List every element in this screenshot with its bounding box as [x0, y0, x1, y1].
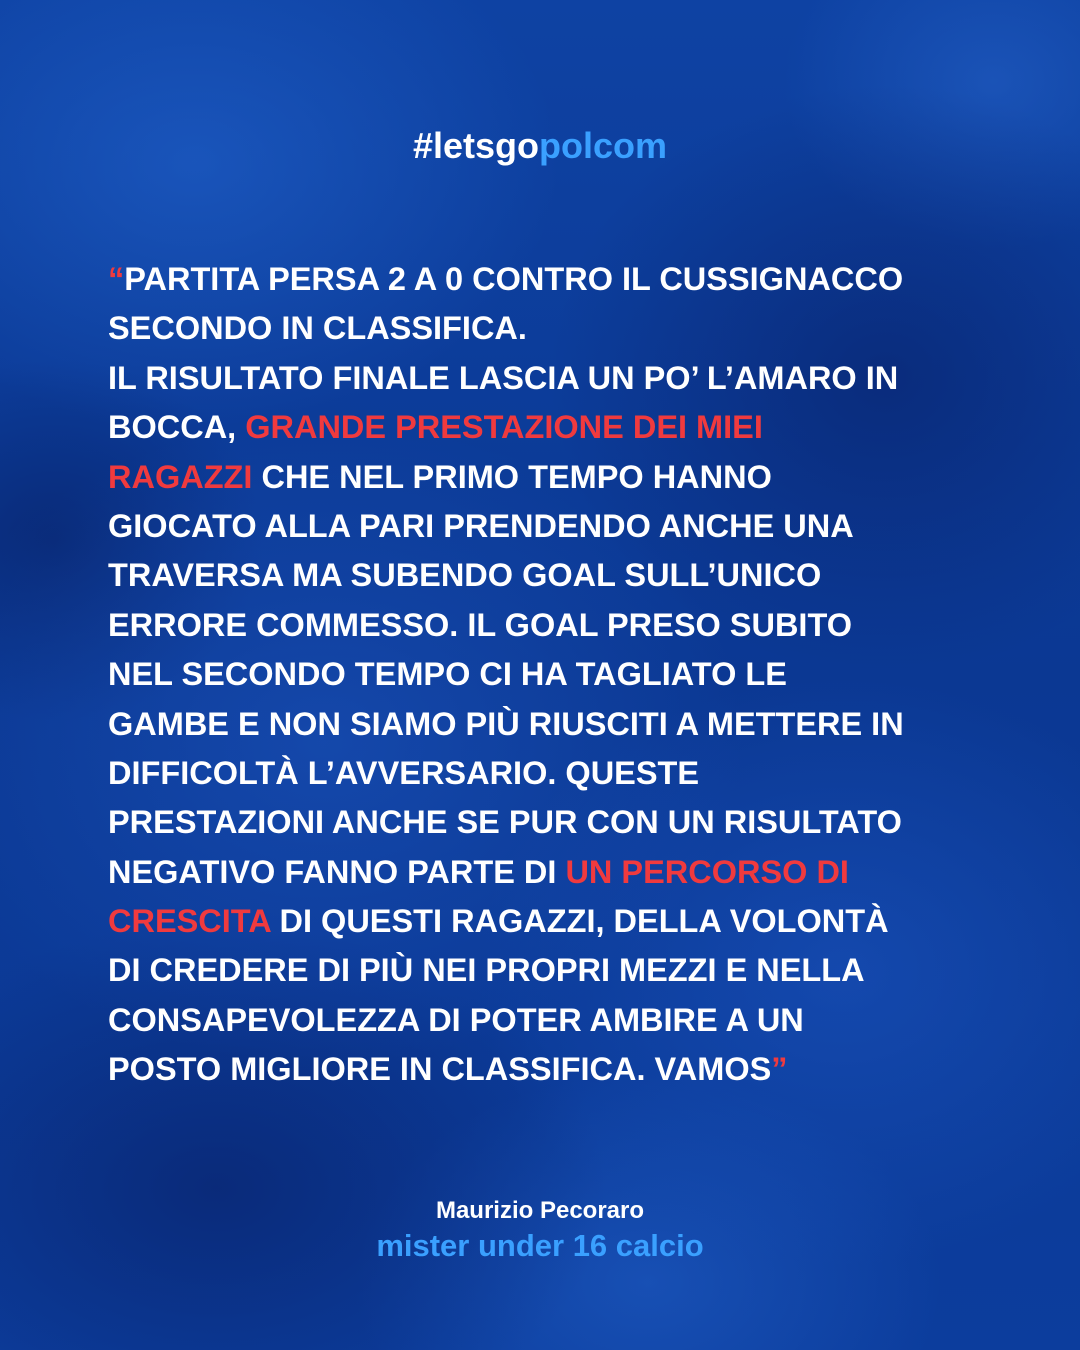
quote-segment: DI CREDERE DI PIÙ NEI PROPRI MEZZI E NELLA [108, 952, 865, 989]
author-role: mister under 16 calcio [376, 1228, 704, 1263]
quote-segment: TRAVERSA MA SUBENDO GOAL SULL’UNICO [108, 557, 822, 594]
hashtag-prefix: #letsgo [412, 125, 540, 166]
quote-segment: PRESTAZIONI ANCHE SE PUR CON UN RISULTATO [108, 804, 902, 841]
quote-line [108, 946, 988, 995]
quote-segment: IL RISULTATO FINALE LASCIA UN PO’ L’AMARO IN [108, 359, 899, 396]
quote-line [108, 650, 988, 699]
quote-line [108, 798, 988, 847]
quote-line [108, 700, 988, 749]
quote-line [108, 403, 988, 452]
quote-line [108, 453, 988, 502]
quote-segment: GIOCATO ALLA PARI PRENDENDO ANCHE UNA [108, 507, 854, 544]
quote-segment: GAMBE E NON SIAMO PIÙ RIUSCITI A METTERE IN [108, 705, 904, 742]
quote-segment: DIFFICOLTÀ L’AVVERSARIO. QUESTE [108, 754, 700, 791]
quote-segment: SECONDO IN CLASSIFICA. [108, 310, 527, 347]
quote-line [108, 996, 988, 1045]
quote-segment: CHE NEL PRIMO TEMPO HANNO [252, 458, 772, 495]
quote-text [108, 255, 988, 1095]
hashtag-suffix: polcom [539, 125, 668, 166]
quote-segment: NEGATIVO FANNO PARTE DI [108, 853, 566, 890]
quote-line [108, 551, 988, 600]
quote-segment: NEL SECONDO TEMPO CI HA TAGLIATO LE [108, 656, 787, 693]
highlighted-phrase: RAGAZZI [108, 458, 253, 495]
quote-segment: CONSAPEVOLEZZA DI POTER AMBIRE A UN [108, 1001, 804, 1038]
highlighted-phrase: UN PERCORSO DI [565, 853, 849, 890]
quote-line [108, 304, 988, 353]
quote-line [108, 1045, 988, 1094]
highlighted-phrase: CRESCITA [108, 903, 271, 940]
quote-segment: PARTITA PERSA 2 A 0 CONTRO IL CUSSIGNACCO [124, 261, 904, 297]
quote-segment: ERRORE COMMESSO. IL GOAL PRESO SUBITO [108, 606, 852, 643]
hashtag-title [0, 124, 1080, 168]
quote-line [108, 354, 988, 403]
close-quote-mark: ” [771, 1051, 788, 1088]
quote-line [108, 749, 988, 798]
open-quote-mark: “ [108, 261, 125, 297]
quote-line [108, 601, 988, 650]
quote-segment: DI QUESTI RAGAZZI, DELLA VOLONTÀ [270, 903, 889, 940]
quote-line [108, 848, 988, 897]
quote-line [108, 255, 988, 304]
quote-segment: POSTO MIGLIORE IN CLASSIFICA. VAMOS [108, 1051, 772, 1088]
quote-line [108, 897, 988, 946]
quote-author: Maurizio Pecoraro [435, 1197, 645, 1224]
highlighted-phrase: GRANDE PRESTAZIONE DEI MIEI [245, 409, 763, 446]
quote-line [108, 502, 988, 551]
quote-segment: BOCCA, [108, 409, 246, 446]
